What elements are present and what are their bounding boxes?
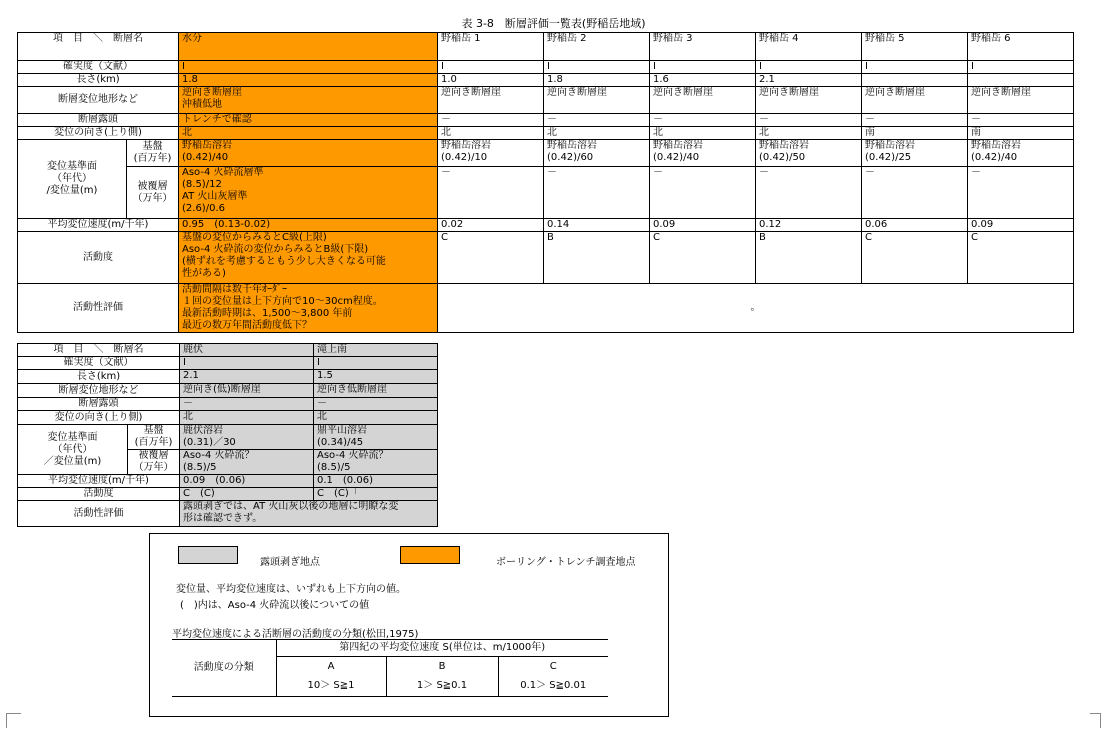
class-range: 0.1＞ S≧0.01 <box>520 680 587 692</box>
cell: 0.12 <box>756 219 862 232</box>
cell: 逆向き断層崖 <box>968 87 1074 114</box>
evaluation-row <box>18 501 438 527</box>
cell: C <box>968 232 1074 284</box>
cell: 逆向き断層崖 <box>650 87 756 114</box>
cell: 0.02 <box>438 219 544 232</box>
cell: 逆向き断層崖 <box>438 87 544 114</box>
sub-label: 被覆層 （万年） <box>128 450 180 475</box>
length-row <box>18 74 1074 87</box>
sub-label: 被覆層 （万年） <box>127 167 179 219</box>
cell <box>862 74 968 87</box>
cell: － <box>180 398 314 411</box>
cell: 野稲岳溶岩 (0.42)/10 <box>438 140 544 167</box>
cell: 1.6 <box>650 74 756 87</box>
class-range: 10＞ S≧1 <box>276 677 386 697</box>
class-row-label: 活動度の分類 <box>172 640 276 697</box>
sub-label: 基盤 (百万年) <box>128 425 180 450</box>
cell: Ⅰ <box>968 61 1074 74</box>
cell: 北 <box>314 411 438 425</box>
cell: Ⅰ <box>180 357 314 370</box>
cell: － <box>968 167 1074 219</box>
basement-row <box>18 425 438 450</box>
cell: 野稲岳溶岩 (0.42)/40 <box>179 140 438 167</box>
cell: 0.95 (0.13-0.02) <box>179 219 438 232</box>
cell: B <box>756 232 862 284</box>
cell: Aso-4 火砕流？ (8.5)/5 <box>314 450 438 475</box>
evaluation-row <box>18 284 1074 333</box>
fault-name: 野稲岳 2 <box>544 33 650 61</box>
row-label: 変位基準面 （年代） ／変位量(m) <box>18 425 128 475</box>
length-row <box>18 370 438 384</box>
class-range: 1＞ S≧0.1 <box>386 677 498 697</box>
row-label: 変位の向き(上り側) <box>18 411 180 425</box>
cell: － <box>862 114 968 127</box>
rate-row <box>18 475 438 488</box>
crop-mark <box>6 713 21 728</box>
row-label: 平均変位速度(m/千年) <box>18 219 179 232</box>
cell: トレンチで確認 <box>179 114 438 127</box>
row-label: 変位の向き(上り側) <box>18 127 179 140</box>
cell: 野稲岳溶岩 (0.42)/50 <box>756 140 862 167</box>
fault-name: 野稲岳 6 <box>968 33 1074 61</box>
row-label: 活動性評価 <box>18 284 179 333</box>
row-label: 長さ(km) <box>18 74 179 87</box>
cell: 0.06 <box>862 219 968 232</box>
cell: 0.1 (0.06) <box>314 475 438 488</box>
header-corner: 項 目 ＼ 断層名 <box>18 344 180 357</box>
cell: 北 <box>544 127 650 140</box>
class-header: 第四紀の平均変位速度 S(単位は、m/1000年) <box>276 640 608 657</box>
cover-row <box>18 167 1074 219</box>
cell: 0.14 <box>544 219 650 232</box>
row-label: 活動性評価 <box>18 501 180 527</box>
cell: 逆向き低断層崖 <box>314 384 438 398</box>
sub-label: 基盤 (百万年) <box>127 140 179 167</box>
cell: Ⅰ <box>438 61 544 74</box>
fault-name: 鹿伏 <box>180 344 314 357</box>
cell: 逆向き断層崖 <box>862 87 968 114</box>
fault-name: 滝上南 <box>314 344 438 357</box>
note-2: ( )内は、Aso-4 火砕流以後についての値 <box>180 600 370 611</box>
cell: Aso-4 火砕流層準 (8.5)/12 AT 火山灰層準 (2.6)/0.6 <box>179 167 438 219</box>
cell: 1.0 <box>438 74 544 87</box>
cell: 北 <box>438 127 544 140</box>
fault-name: 野稲岳 4 <box>756 33 862 61</box>
row-label: 変位基準面 （年代） /変位量(m) <box>18 140 127 219</box>
cell: － <box>544 114 650 127</box>
row-label: 確実度（文献） <box>18 61 179 74</box>
cell: 2.1 <box>756 74 862 87</box>
cell: － <box>438 167 544 219</box>
fault-table-secondary <box>17 343 438 527</box>
outcrop-row <box>18 398 438 411</box>
cell: C <box>862 232 968 284</box>
row-label: 断層変位地形など <box>18 87 179 114</box>
fault-name: 野稲岳 1 <box>438 33 544 61</box>
activity-classification-table <box>172 639 608 697</box>
cell: － <box>314 398 438 411</box>
cell: 1.8 <box>544 74 650 87</box>
activity-row <box>18 232 1074 284</box>
orange-swatch <box>400 546 460 564</box>
cell: 1.8 <box>179 74 438 87</box>
fault-name: 野稲岳 5 <box>862 33 968 61</box>
evaluation-rest: 。 <box>438 284 1074 333</box>
note-1: 変位量、平均変位速度は、いずれも上下方向の値。 <box>176 584 406 595</box>
topography-row <box>18 384 438 398</box>
cell: Aso-4 火砕流？ (8.5)/5 <box>180 450 314 475</box>
row-label: 確実度（文献） <box>18 357 180 370</box>
crop-mark <box>1090 713 1101 728</box>
row-label: 活動度 <box>18 232 179 284</box>
cell: － <box>862 167 968 219</box>
cell: 北 <box>180 411 314 425</box>
cell: 野稲岳溶岩 (0.42)/40 <box>650 140 756 167</box>
fault-name: 野稲岳 3 <box>650 33 756 61</box>
cell: Ⅰ <box>862 61 968 74</box>
cell: Ⅰ <box>544 61 650 74</box>
activity-row <box>18 488 438 501</box>
fault-table-main <box>17 32 1074 333</box>
cell: 2.1 <box>180 370 314 384</box>
certainty-row <box>18 357 438 370</box>
row-label: 断層露頭 <box>18 114 179 127</box>
evaluation-text: 活動間隔は数千年ｵｰﾀﾞｰ １回の変位量は上下方向で10～30cm程度。 最新活動時期は、1,500～3,800 年前 最近の数万年間活動度低下？ <box>179 284 438 333</box>
cell: 野稲岳溶岩 (0.42)/25 <box>862 140 968 167</box>
cell: Ⅰ <box>756 61 862 74</box>
row-label: 断層露頭 <box>18 398 180 411</box>
cell: － <box>544 167 650 219</box>
cell: C (C)「 <box>314 488 438 501</box>
classification-title: 平均変位速度による活断層の活動度の分類(松田,1975) <box>172 629 419 640</box>
cell <box>968 74 1074 87</box>
fault-name: 水分 <box>179 33 438 61</box>
cell: 0.09 (0.06) <box>180 475 314 488</box>
class-label: A <box>276 657 386 677</box>
cell: － <box>756 167 862 219</box>
cell: Ⅰ <box>314 357 438 370</box>
rate-row <box>18 219 1074 232</box>
cell: 野稲岳溶岩 (0.42)/40 <box>968 140 1074 167</box>
gray-swatch-label: 露頭剥ぎ地点 <box>260 557 320 568</box>
evaluation-text: 露頭剥ぎでは、AT 火山灰以後の地層に明瞭な変 形は確認できず。 <box>180 501 438 527</box>
cell: C (C) <box>180 488 314 501</box>
certainty-row <box>18 61 1074 74</box>
row-label: 平均変位速度(m/千年) <box>18 475 180 488</box>
cell: － <box>968 114 1074 127</box>
cell: 野稲岳溶岩 (0.42)/60 <box>544 140 650 167</box>
cell: B <box>544 232 650 284</box>
cell: 逆向き断層崖 <box>544 87 650 114</box>
cell: － <box>650 167 756 219</box>
direction-row <box>18 411 438 425</box>
header-corner: 項 目 ＼ 断層名 <box>18 33 179 61</box>
cell: Ⅰ <box>650 61 756 74</box>
cell: 鹿伏溶岩 (0.31)／30 <box>180 425 314 450</box>
cell: 北 <box>756 127 862 140</box>
cell: 北 <box>179 127 438 140</box>
document-title: 表 3-8 断層評価一覧表(野稲岳地域) <box>461 17 646 30</box>
header-row <box>18 344 438 357</box>
cell: 0.09 <box>650 219 756 232</box>
cell: 南 <box>862 127 968 140</box>
gray-swatch <box>178 546 238 564</box>
cell: 0.09 <box>968 219 1074 232</box>
cell: 逆向き断層崖 <box>756 87 862 114</box>
direction-row <box>18 127 1074 140</box>
cell: － <box>650 114 756 127</box>
class-label: B <box>386 657 498 677</box>
cell: C <box>650 232 756 284</box>
topography-row <box>18 87 1074 114</box>
class-label: C <box>498 657 608 677</box>
cell: － <box>756 114 862 127</box>
cell: 南 <box>968 127 1074 140</box>
cell: C <box>438 232 544 284</box>
cell: 北 <box>650 127 756 140</box>
cell: － <box>438 114 544 127</box>
row-label: 断層変位地形など <box>18 384 180 398</box>
cell: Ⅰ <box>179 61 438 74</box>
cell: 基盤の変位からみるとC級(上限) Aso-4 火砕流の変位からみるとB級(下限) (横ずれを考慮するともう少し大きくなる可能 性がある) <box>179 232 438 284</box>
cell: 逆向き(低)断層崖 <box>180 384 314 398</box>
row-label: 活動度 <box>18 488 180 501</box>
cell: 1.5 <box>314 370 438 384</box>
row-label: 長さ(km) <box>18 370 180 384</box>
cell: 鼎平山溶岩 (0.34)/45 <box>314 425 438 450</box>
cell: 逆向き断層崖 沖積低地 <box>179 87 438 114</box>
basement-row <box>18 140 1074 167</box>
outcrop-row <box>18 114 1074 127</box>
header-row <box>18 33 1074 61</box>
orange-swatch-label: ボーリング・トレンチ調査地点 <box>496 557 636 568</box>
